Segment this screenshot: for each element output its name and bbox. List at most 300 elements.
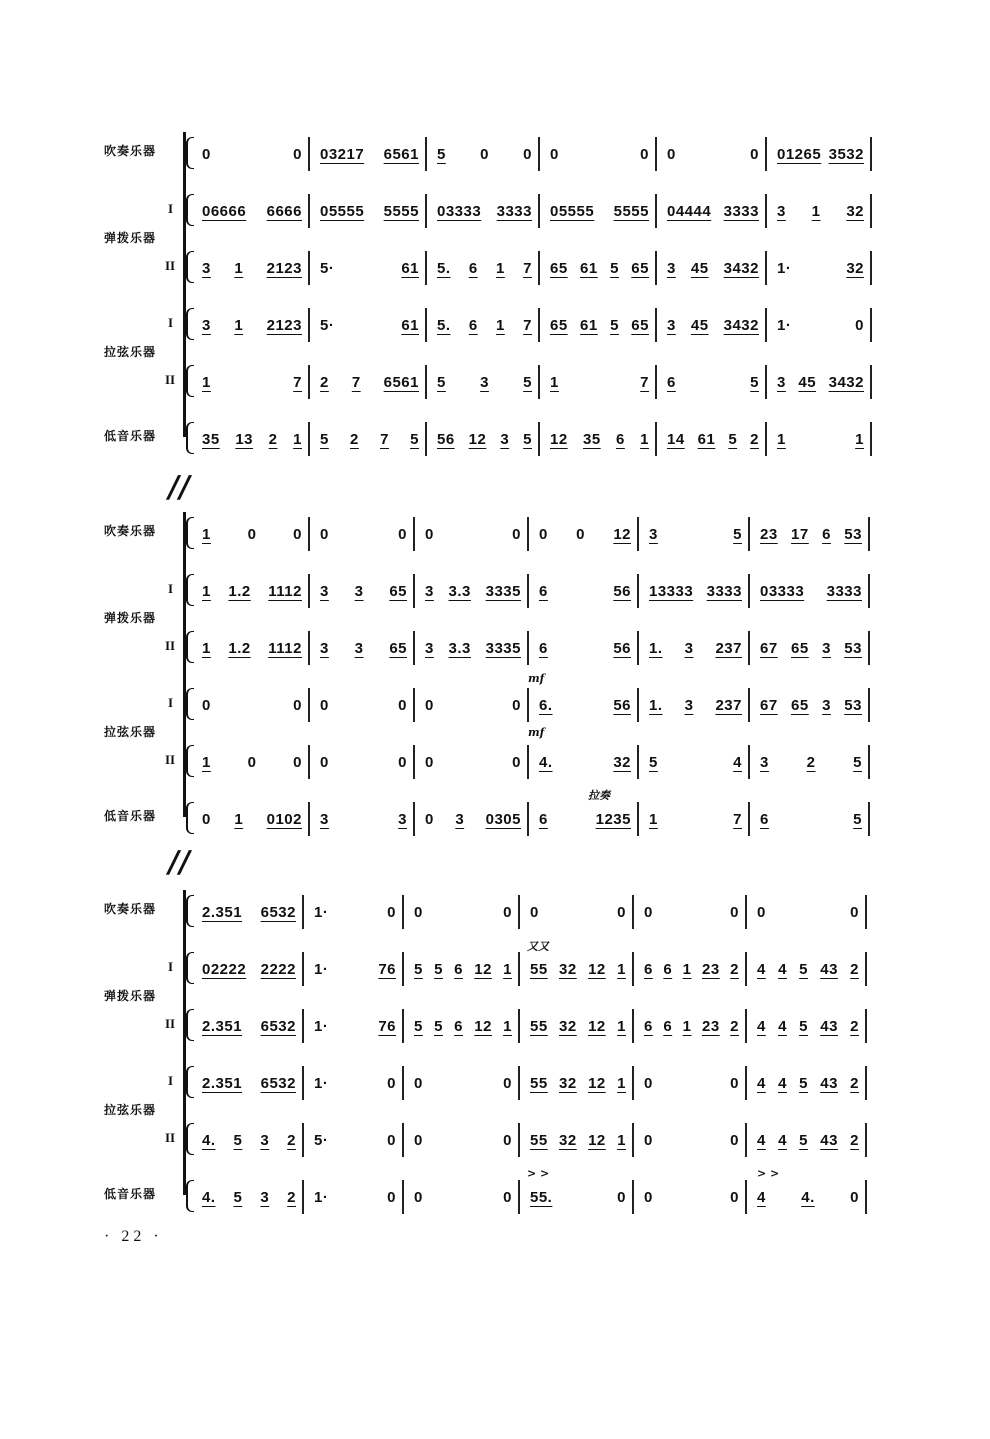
bar-line	[538, 251, 540, 285]
measure	[644, 1189, 739, 1206]
staff-brace	[186, 251, 194, 283]
note-group: 5	[523, 374, 532, 391]
bar-line	[868, 745, 870, 779]
measure	[202, 961, 296, 978]
bar-line	[402, 895, 404, 929]
bar-line	[302, 1066, 304, 1100]
measure	[530, 1189, 626, 1206]
note-group: 0	[414, 904, 423, 921]
bar-line	[302, 1180, 304, 1214]
measure	[530, 904, 626, 921]
staff-brace	[186, 895, 194, 927]
note-group: 4	[778, 1132, 787, 1149]
bar-line	[527, 745, 529, 779]
bar-line	[748, 574, 750, 608]
note-group: 0	[850, 1189, 859, 1206]
note-group: 53	[844, 640, 862, 657]
measure	[414, 961, 512, 978]
bar-line	[538, 308, 540, 342]
measure	[550, 374, 649, 391]
note-group: 7	[380, 431, 389, 448]
note-group: 4.	[801, 1189, 815, 1206]
part-number: II	[165, 1016, 176, 1031]
note-group: 6	[644, 961, 653, 978]
bar-line	[425, 365, 427, 399]
note-group: 3	[354, 583, 364, 600]
measure	[644, 1018, 739, 1035]
note-group: 2123	[266, 260, 302, 277]
note-group: 0	[387, 1075, 396, 1092]
note-group: 0	[320, 754, 329, 771]
note-group: 3333	[826, 583, 862, 600]
bar-line	[308, 517, 310, 551]
note-group: 7	[523, 317, 532, 334]
note-group: 3	[500, 431, 510, 448]
note-group: 6	[663, 1018, 673, 1035]
note-group: 14	[667, 431, 685, 448]
staff-brace	[186, 574, 194, 606]
note-group: 6	[468, 317, 478, 334]
note-group: 5	[733, 526, 742, 543]
note-group: 04444	[667, 203, 712, 220]
note-group: 5	[233, 1132, 243, 1149]
bar-line	[538, 137, 540, 171]
note-group: 32	[559, 1075, 577, 1092]
note-group: 45	[690, 260, 709, 277]
bar-line	[745, 895, 747, 929]
note-group: 61	[580, 317, 598, 334]
bar-line	[865, 1180, 867, 1214]
bar-line	[765, 365, 767, 399]
note-group: 1	[202, 640, 211, 657]
note-group: 32	[613, 754, 631, 771]
note-group: 1	[503, 1018, 512, 1035]
note-group: 5	[853, 811, 862, 828]
instrument-group-label: 拉弦乐器	[104, 345, 157, 359]
note-group: 5	[799, 961, 808, 978]
part-number: I	[168, 1073, 174, 1088]
bar-line	[413, 688, 415, 722]
note-group: 0	[414, 1075, 423, 1092]
part-number: II	[165, 638, 176, 653]
instrument-group-label: 拉弦乐器	[104, 725, 157, 739]
note-group: 2	[750, 431, 759, 448]
staff-brace	[186, 802, 194, 834]
measure	[550, 146, 649, 163]
note-group: 2	[350, 431, 359, 448]
bar-line	[302, 952, 304, 986]
measure	[539, 811, 631, 828]
note-group: 12	[550, 431, 568, 448]
measure	[530, 1132, 626, 1149]
note-group: 3	[480, 374, 489, 391]
note-group: 6561	[383, 374, 419, 391]
note-group: 32	[559, 1132, 577, 1149]
bar-line	[868, 631, 870, 665]
bar-line	[308, 194, 310, 228]
note-group: 5	[523, 431, 532, 448]
note-group: 0	[503, 1075, 512, 1092]
note-group: 2222	[260, 961, 296, 978]
bar-line	[518, 1066, 520, 1100]
note-group: 0	[247, 754, 257, 771]
bar-line	[518, 1123, 520, 1157]
measure	[760, 754, 862, 771]
measure	[202, 317, 302, 334]
instrument-group-label: 低音乐器	[104, 1187, 157, 1201]
measure	[777, 317, 864, 334]
measure	[202, 754, 302, 771]
note-group: 1	[293, 431, 302, 448]
note-group: 0	[730, 1075, 739, 1092]
measure	[320, 640, 407, 657]
staff-brace	[186, 745, 194, 777]
note-group: 5	[610, 260, 619, 277]
note-group: 43	[820, 1075, 838, 1092]
note-group: 5	[434, 1018, 443, 1035]
note-group: 3	[667, 260, 676, 277]
note-group: 67	[760, 697, 778, 714]
note-group: 0	[640, 146, 649, 163]
bar-line	[308, 365, 310, 399]
note-group: 55.	[530, 1189, 553, 1206]
measure	[644, 1075, 739, 1092]
measure	[644, 1132, 739, 1149]
note-group: 4.	[539, 754, 553, 771]
note-group: 56	[437, 431, 455, 448]
measure	[202, 697, 302, 714]
note-group: 0	[425, 811, 434, 828]
bar-line	[527, 802, 529, 836]
note-group: 1·	[314, 1189, 329, 1206]
note-group: 13	[235, 431, 254, 448]
measure	[202, 260, 302, 277]
note-group: 1	[617, 1075, 626, 1092]
measure	[320, 146, 419, 163]
note-group: 56	[613, 697, 631, 714]
measure	[760, 640, 862, 657]
measure	[644, 961, 739, 978]
note-group: 55	[530, 1018, 548, 1035]
note-group: 5	[233, 1189, 243, 1206]
note-group: 2	[850, 961, 859, 978]
note-group: 5555	[383, 203, 419, 220]
measure	[760, 811, 862, 828]
note-group: 55	[530, 1075, 548, 1092]
staff-brace	[186, 688, 194, 720]
note-group: 1	[202, 526, 211, 543]
note-group: 03217	[320, 146, 365, 163]
note-group: 1	[617, 1132, 626, 1149]
note-group: 6666	[266, 203, 302, 220]
bar-line	[745, 1009, 747, 1043]
measure	[320, 203, 419, 220]
bar-line	[865, 1123, 867, 1157]
bar-line	[425, 422, 427, 456]
note-group: 1	[202, 754, 211, 771]
note-group: 0	[398, 754, 407, 771]
staff-brace	[186, 422, 194, 454]
score-annotation: 又又	[527, 940, 549, 953]
note-group: 0	[387, 1189, 396, 1206]
note-group: 2	[320, 374, 329, 391]
note-group: 1·	[314, 1018, 329, 1035]
score-annotation: > >	[757, 1167, 780, 1180]
measure	[437, 431, 532, 448]
measure	[530, 1018, 626, 1035]
score-annotation: > >	[527, 1167, 550, 1180]
measure	[314, 1018, 396, 1035]
bar-line	[308, 251, 310, 285]
note-group: 4	[733, 754, 742, 771]
note-group: 76	[378, 961, 396, 978]
bar-line	[765, 251, 767, 285]
note-group: 6561	[383, 146, 419, 163]
score-system	[0, 132, 990, 452]
measure	[314, 1132, 396, 1149]
note-group: 76	[378, 1018, 396, 1035]
part-number: II	[165, 258, 176, 273]
note-group: 5	[437, 146, 446, 163]
note-group: 1	[202, 374, 211, 391]
measure	[414, 1018, 512, 1035]
measure	[760, 583, 862, 600]
note-group: 0	[202, 697, 211, 714]
note-group: 0	[730, 1132, 739, 1149]
note-group: 1	[649, 811, 658, 828]
note-group: 0	[247, 526, 257, 543]
note-group: 55	[530, 1132, 548, 1149]
note-group: 0	[503, 1132, 512, 1149]
note-group: 0	[855, 317, 864, 334]
score-system	[0, 512, 990, 832]
bar-line	[632, 895, 634, 929]
note-group: 0	[550, 146, 559, 163]
note-group: 0	[617, 1189, 626, 1206]
score-annotation: 拉奏	[588, 789, 610, 802]
bar-line	[655, 422, 657, 456]
measure	[202, 526, 302, 543]
staff-brace	[186, 517, 194, 549]
bar-line	[302, 1123, 304, 1157]
bar-line	[308, 745, 310, 779]
note-group: 23	[701, 961, 720, 978]
bar-line	[302, 1009, 304, 1043]
part-number: I	[168, 315, 174, 330]
measure	[202, 811, 302, 828]
measure	[202, 374, 302, 391]
measure	[314, 904, 396, 921]
note-group: 3	[425, 583, 434, 600]
note-group: 1	[234, 317, 244, 334]
note-group: 53	[844, 526, 862, 543]
note-group: 5	[320, 431, 329, 448]
measure	[760, 526, 862, 543]
bar-line	[518, 952, 520, 986]
note-group: 55	[530, 961, 548, 978]
note-group: 6	[454, 1018, 463, 1035]
bar-line	[413, 574, 415, 608]
note-group: 4	[757, 961, 766, 978]
part-number: II	[165, 1130, 176, 1145]
bar-line	[632, 1009, 634, 1043]
bar-line	[748, 745, 750, 779]
note-group: 12	[474, 961, 492, 978]
bar-line	[632, 1066, 634, 1100]
note-group: 4	[778, 1018, 787, 1035]
note-group: 65	[631, 317, 649, 334]
note-group: 0	[320, 526, 329, 543]
note-group: 6	[663, 961, 673, 978]
measure	[414, 1132, 512, 1149]
staff-brace	[186, 137, 194, 169]
note-group: 53	[844, 697, 862, 714]
note-group: 1	[777, 431, 786, 448]
measure	[202, 1018, 296, 1035]
note-group: 3532	[828, 146, 864, 163]
measure	[649, 526, 742, 543]
bar-line	[655, 194, 657, 228]
note-group: 3	[684, 640, 694, 657]
note-group: 2	[850, 1132, 859, 1149]
note-group: 1112	[268, 583, 302, 600]
note-group: 7	[640, 374, 649, 391]
note-group: 5.	[437, 317, 451, 334]
measure	[539, 526, 631, 543]
note-group: 3	[354, 640, 364, 657]
note-group: 6	[539, 640, 548, 657]
measure	[550, 317, 649, 334]
note-group: 17	[791, 526, 809, 543]
bar-line	[402, 1009, 404, 1043]
note-group: 3432	[828, 374, 864, 391]
measure	[202, 583, 302, 600]
note-group: 5	[750, 374, 759, 391]
bar-line	[425, 194, 427, 228]
bar-line	[308, 802, 310, 836]
instrument-group-label: 吹奏乐器	[104, 902, 157, 916]
note-group: 4	[778, 961, 787, 978]
bar-line	[308, 574, 310, 608]
measure	[425, 811, 521, 828]
note-group: 3	[398, 811, 407, 828]
note-group: 0	[730, 1189, 739, 1206]
note-group: 0	[730, 904, 739, 921]
measure	[202, 431, 302, 448]
bar-line	[538, 365, 540, 399]
note-group: 12	[588, 1018, 606, 1035]
bar-line	[748, 631, 750, 665]
note-group: 2	[730, 1018, 739, 1035]
measure	[320, 317, 419, 334]
bar-line	[425, 137, 427, 171]
note-group: 3	[260, 1189, 270, 1206]
bar-line	[870, 137, 872, 171]
note-group: 4	[757, 1189, 766, 1206]
bar-line	[765, 308, 767, 342]
note-group: 3	[260, 1132, 270, 1149]
note-group: 6	[539, 811, 548, 828]
bar-line	[870, 422, 872, 456]
measure	[202, 203, 302, 220]
note-group: 67	[760, 640, 778, 657]
measure	[649, 640, 742, 657]
note-group: 0	[503, 904, 512, 921]
note-group: 32	[846, 203, 864, 220]
note-group: 3	[684, 697, 694, 714]
measure	[550, 431, 649, 448]
bar-line	[655, 365, 657, 399]
note-group: 13333	[649, 583, 694, 600]
note-group: 56	[613, 640, 631, 657]
note-group: 0	[644, 1075, 653, 1092]
staff-brace	[186, 1066, 194, 1098]
note-group: 43	[820, 1018, 838, 1035]
note-group: 01265	[777, 146, 822, 163]
bar-line	[527, 631, 529, 665]
note-group: 3.3	[448, 640, 471, 657]
bar-line	[637, 631, 639, 665]
note-group: 5	[610, 317, 619, 334]
instrument-group-label: 吹奏乐器	[104, 524, 157, 538]
note-group: 5	[728, 431, 738, 448]
note-group: 0	[414, 1132, 423, 1149]
note-group: 45	[690, 317, 709, 334]
measure	[757, 1132, 859, 1149]
note-group: 43	[820, 1132, 838, 1149]
note-group: 5	[799, 1018, 808, 1035]
note-group: 05555	[320, 203, 365, 220]
note-group: 4	[757, 1018, 766, 1035]
measure	[437, 203, 532, 220]
note-group: 6	[667, 374, 676, 391]
note-group: 1	[617, 961, 626, 978]
note-group: 61	[580, 260, 598, 277]
note-group: 1	[811, 203, 821, 220]
instrument-group-label: 弹拨乐器	[104, 989, 157, 1003]
note-group: 0	[293, 146, 302, 163]
note-group: 1	[503, 961, 512, 978]
measure	[437, 260, 532, 277]
staff-brace	[186, 1009, 194, 1041]
measure	[425, 697, 521, 714]
note-group: 0	[523, 146, 532, 163]
note-group: 3	[760, 754, 769, 771]
note-group: 2.351	[202, 904, 243, 921]
note-group: 5·	[320, 260, 335, 277]
note-group: 06666	[202, 203, 247, 220]
note-group: 0	[293, 697, 302, 714]
note-group: 5·	[320, 317, 335, 334]
note-group: 1.	[649, 640, 663, 657]
measure	[414, 904, 512, 921]
note-group: 61	[401, 260, 419, 277]
measure	[320, 526, 407, 543]
note-group: 0	[644, 1132, 653, 1149]
note-group: 6	[468, 260, 478, 277]
note-group: 3	[822, 640, 831, 657]
note-group: 0	[293, 526, 302, 543]
measure	[202, 146, 302, 163]
measure	[757, 1189, 859, 1206]
measure	[314, 1075, 396, 1092]
note-group: 32	[846, 260, 864, 277]
measure	[320, 754, 407, 771]
note-group: 5555	[613, 203, 649, 220]
note-group: 3	[455, 811, 465, 828]
note-group: 0	[398, 697, 407, 714]
note-group: 3335	[485, 583, 521, 600]
